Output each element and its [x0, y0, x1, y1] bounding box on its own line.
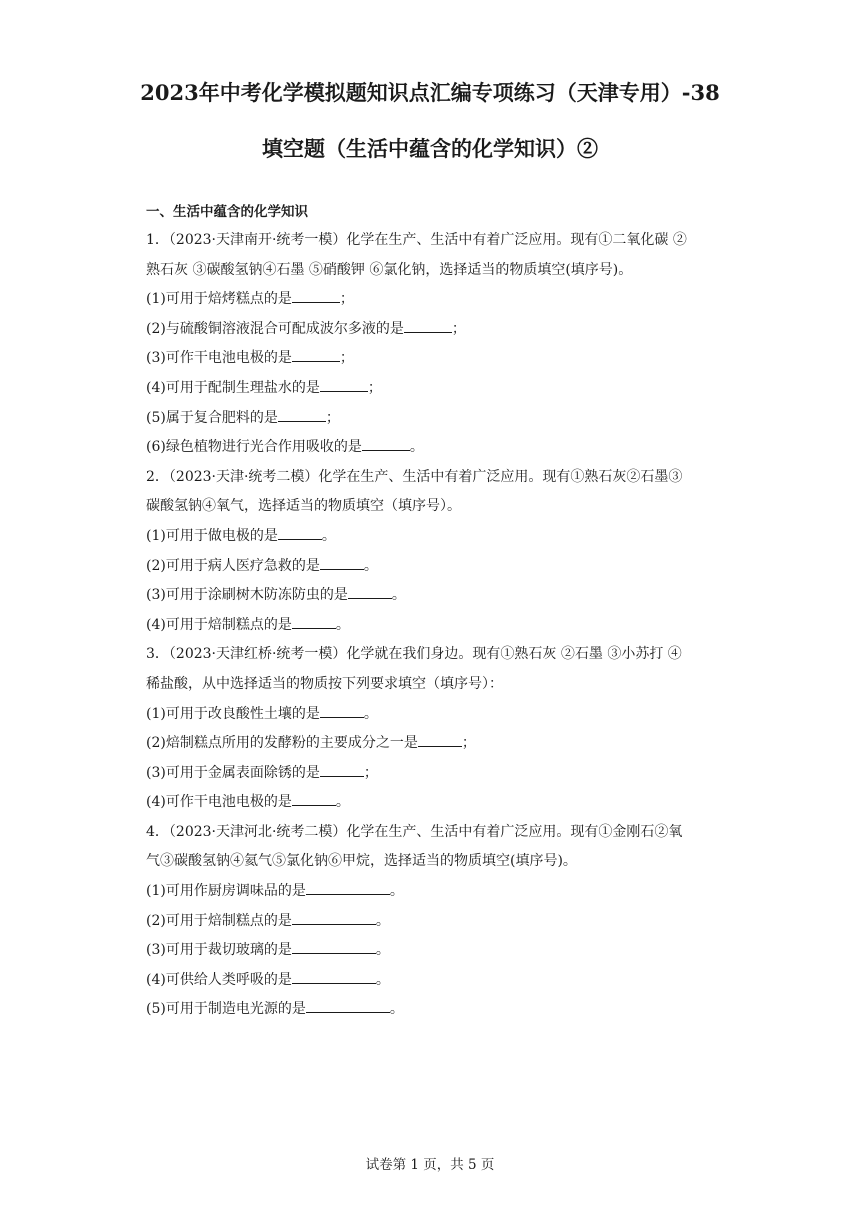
question-2-stem-line-1: 2．（2023·天津·统考二模）化学在生产、生活中有着广泛应用。现有①熟石灰②石墨③ — [146, 468, 683, 485]
item-punct: 。 — [363, 705, 378, 722]
item-punct: 。 — [375, 971, 390, 988]
question-4-item-1 — [146, 877, 736, 907]
item-punct: ； — [461, 735, 476, 752]
question-3-item-2 — [146, 729, 736, 759]
question-1 — [146, 226, 736, 463]
answer-blank[interactable] — [292, 347, 340, 362]
item-text: (1)可用于做电极的是 — [146, 527, 278, 544]
question-4-item-2 — [146, 907, 736, 937]
question-1-stem-line-2: 熟石灰 ③碳酸氢钠④石墨 ⑤硝酸钾 ⑥氯化钠，选择适当的物质填空(填序号)。 — [146, 261, 633, 278]
answer-blank[interactable] — [292, 791, 336, 806]
item-punct: ； — [367, 379, 382, 396]
answer-blank[interactable] — [292, 288, 340, 303]
item-text: (4)可用于配制生理盐水的是 — [146, 379, 320, 396]
question-1-item-4 — [146, 374, 736, 404]
item-punct: 。 — [335, 794, 350, 811]
item-text: (3)可用于涂刷树木防冻防虫的是 — [146, 587, 348, 604]
question-3-item-4 — [146, 788, 736, 818]
item-punct: ； — [325, 409, 340, 426]
page-footer: 试卷第 1 页，共 5 页 — [365, 1157, 495, 1173]
item-text: (4)可供给人类呼吸的是 — [146, 971, 292, 988]
section-heading: 一、生活中蕴含的化学知识 — [146, 204, 308, 220]
item-text: (1)可用于焙烤糕点的是 — [146, 291, 292, 308]
answer-blank[interactable] — [306, 880, 390, 895]
answer-blank[interactable] — [306, 998, 390, 1013]
document-body — [146, 198, 736, 1025]
item-text: (3)可作干电池电极的是 — [146, 350, 292, 367]
item-punct: 。 — [335, 616, 350, 633]
question-1-item-6 — [146, 433, 736, 463]
question-3 — [146, 640, 736, 818]
item-punct: 。 — [389, 883, 404, 900]
item-text: (3)可用于裁切玻璃的是 — [146, 942, 292, 959]
question-1-item-2 — [146, 315, 736, 345]
answer-blank[interactable] — [292, 939, 376, 954]
item-text: (1)可用于改良酸性土壤的是 — [146, 705, 320, 722]
question-3-item-1 — [146, 700, 736, 730]
question-1-item-1 — [146, 285, 736, 315]
item-text: (1)可用作厨房调味品的是 — [146, 883, 306, 900]
document-title-line-2: 填空题（生活中蕴含的化学知识）② — [262, 136, 598, 161]
answer-blank[interactable] — [418, 732, 462, 747]
question-4 — [146, 818, 736, 1025]
item-punct: 。 — [321, 527, 336, 544]
item-punct: ； — [451, 320, 466, 337]
question-3-item-3 — [146, 759, 736, 789]
question-2-item-4 — [146, 611, 736, 641]
item-punct: 。 — [409, 439, 424, 456]
question-2-item-2 — [146, 552, 736, 582]
question-4-item-5 — [146, 995, 736, 1025]
item-punct: ； — [363, 764, 378, 781]
question-2-stem-line-2: 碳酸氢钠④氧气，选择适当的物质填空（填序号）。 — [146, 498, 461, 515]
question-3-stem-line-1: 3．（2023·天津红桥·统考一模）化学就在我们身边。现有①熟石灰 ②石墨 ③小苏打 ④ — [146, 646, 682, 663]
item-text: (5)可用于制造电光源的是 — [146, 1001, 306, 1018]
question-4-stem-line-2: 气③碳酸氢钠④氦气⑤氯化钠⑥甲烷，选择适当的物质填空(填序号)。 — [146, 853, 577, 870]
question-2 — [146, 463, 736, 641]
answer-blank[interactable] — [292, 969, 376, 984]
question-2-item-1 — [146, 522, 736, 552]
answer-blank[interactable] — [278, 525, 322, 540]
answer-blank[interactable] — [362, 436, 410, 451]
item-text: (2)焙制糕点所用的发酵粉的主要成分之一是 — [146, 735, 418, 752]
item-text: (4)可用于焙制糕点的是 — [146, 616, 292, 633]
item-text: (3)可用于金属表面除锈的是 — [146, 764, 320, 781]
item-text: (2)可用于焙制糕点的是 — [146, 912, 292, 929]
item-text: (6)绿色植物进行光合作用吸收的是 — [146, 439, 362, 456]
question-4-item-3 — [146, 936, 736, 966]
question-4-stem-line-1: 4．（2023·天津河北·统考二模）化学在生产、生活中有着广泛应用。现有①金刚石②氧 — [146, 823, 683, 840]
document-title-line-1: 2023年中考化学模拟题知识点汇编专项练习（天津专用）-38 — [140, 80, 720, 105]
item-punct: 。 — [363, 557, 378, 574]
answer-blank[interactable] — [278, 407, 326, 422]
question-1-stem-line-1: 1．（2023·天津南开·统考一模）化学在生产、生活中有着广泛应用。现有①二氧化碳 ② — [146, 232, 687, 248]
item-punct: 。 — [389, 1001, 404, 1018]
answer-blank[interactable] — [320, 703, 364, 718]
question-4-item-4 — [146, 966, 736, 996]
answer-blank[interactable] — [320, 377, 368, 392]
item-punct: ； — [339, 291, 354, 308]
question-3-stem-line-2: 稀盐酸，从中选择适当的物质按下列要求填空（填序号）： — [146, 675, 503, 692]
item-text: (2)可用于病人医疗急救的是 — [146, 557, 320, 574]
answer-blank[interactable] — [292, 910, 376, 925]
item-punct: 。 — [391, 587, 406, 604]
item-punct: 。 — [375, 912, 390, 929]
question-2-item-3 — [146, 581, 736, 611]
question-1-item-5 — [146, 404, 736, 434]
item-punct: ； — [339, 350, 354, 367]
item-text: (2)与硫酸铜溶液混合可配成波尔多液的是 — [146, 320, 404, 337]
item-text: (5)属于复合肥料的是 — [146, 409, 278, 426]
answer-blank[interactable] — [292, 614, 336, 629]
answer-blank[interactable] — [404, 318, 452, 333]
answer-blank[interactable] — [348, 584, 392, 599]
answer-blank[interactable] — [320, 762, 364, 777]
item-punct: 。 — [375, 942, 390, 959]
question-1-item-3 — [146, 344, 736, 374]
item-text: (4)可作干电池电极的是 — [146, 794, 292, 811]
answer-blank[interactable] — [320, 555, 364, 570]
